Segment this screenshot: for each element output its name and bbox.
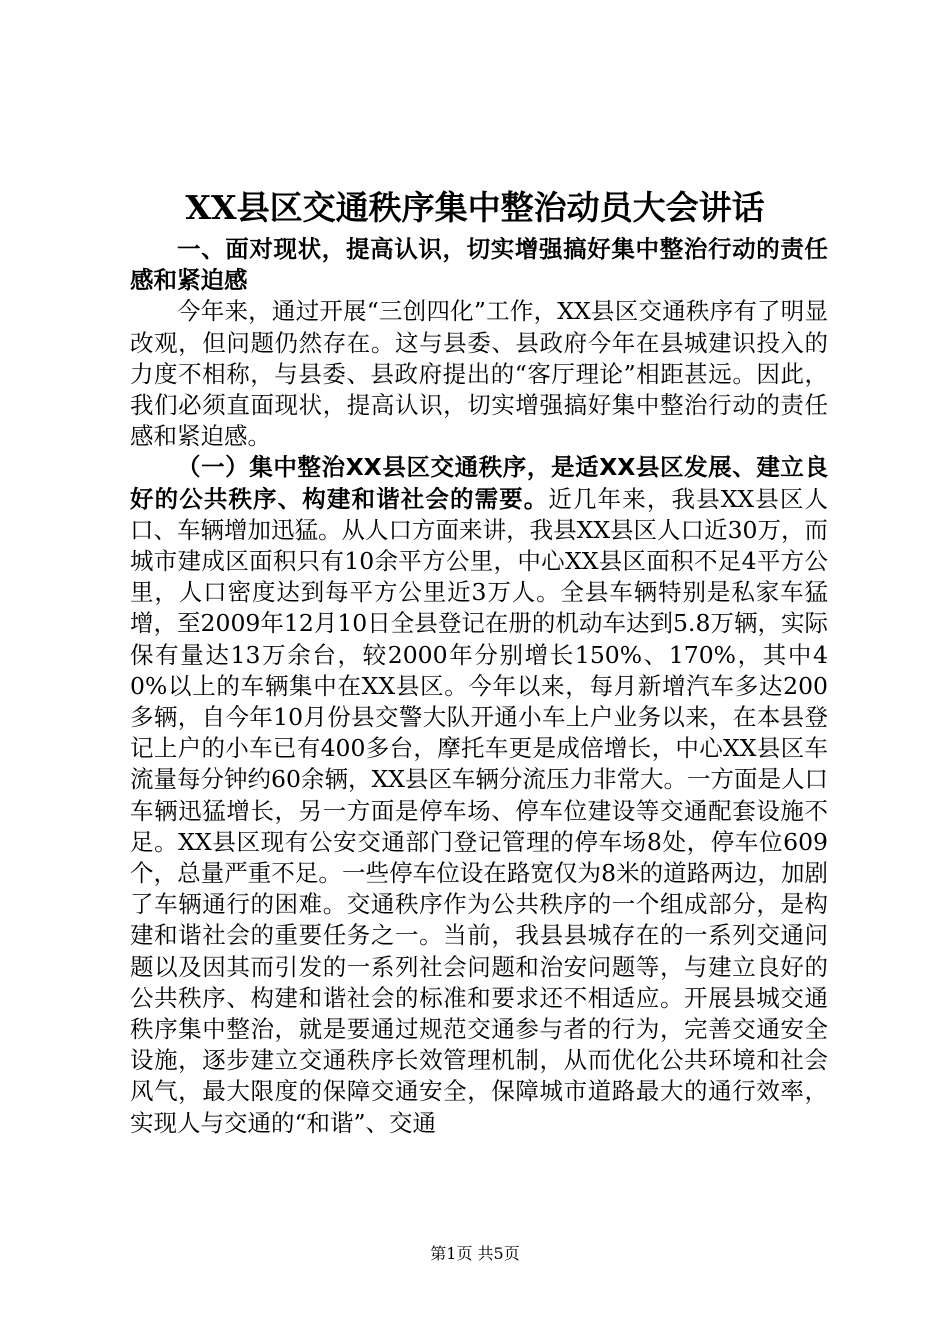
- section-heading: 一、面对现状，提高认识，切实增强搞好集中整治行动的责任感和紧迫感: [130, 235, 828, 295]
- document-title: XX县区交通秩序集中整治动员大会讲话: [185, 188, 765, 227]
- paragraph-text: 近几年来，我县XX县区人口、车辆增加迅猛。从人口方面来讲，我县XX县区人口近30万，而城市建成区面积只有10余平方公里，中心XX县区面积不足4平方公里，人口密度达到每平方公里近3万人。全县车辆特别是私家车猛增，至2009年12月10日全县登记在册的机动车达到5.8万辆，实际保有量达13万余台，较2000年分别增长150%、170%，其中40%以上的车辆集中在XX县区。今年以来，每月新增汽车多达200多辆，自今年10月份县交警大队开通小车上户业务以来，在本县登记上户的小车已有400多台，摩托车更是成倍增长，中心XX县区车流量每分钟约60余辆，XX县区车辆分流压力非常大。一方面是人口车辆迅猛增长，另一方面是停车场、停车位建设等交通配套设施不足。XX县区现有公安交通部门登记管理的停车场8处，停车位609个，总量严重不足。一些停车位设在路宽仅为8米的道路两边，加剧了车辆通行的困难。交通秩序作为公共秩序的一个组成部分，是构建和谐社会的重要任务之一。当前，我县县城存在的一系列交通问题以及因其而引发的一系列社会问题和治安问题等，与建立良好的公共秩序、构建和谐社会的标准和要求还不相适应。开展县城交通秩序集中整治，就是要通过规范交通参与者的行为，完善交通安全设施，逐步建立交通秩序长效管理机制，从而优化公共环境和社会风气，最大限度的保障交通安全，保障城市道路最大的通行效率，实现人与交通的“和谐”、交通: [130, 484, 829, 1137]
- paragraph: 今年来，通过开展“三创四化”工作，XX县区交通秩序有了明显改观，但问题仍然存在。这与县委、县政府今年在县城建识投入的力度不相称，与县委、县政府提出的“客厅理论”相距甚远。因此，我们必须直面现状，提高认识，切实增强搞好集中整治行动的责任感和紧迫感。: [130, 297, 828, 451]
- document-body: [130, 234, 828, 1139]
- subsection-lead: （一）集中整治XX县区交通秩序，是适XX县区发展、建立良好的公共秩序、构建和谐社会的需要。: [130, 453, 828, 513]
- page-footer: 第1页 共5页: [430, 1244, 520, 1263]
- paragraph-with-lead: [130, 452, 828, 1138]
